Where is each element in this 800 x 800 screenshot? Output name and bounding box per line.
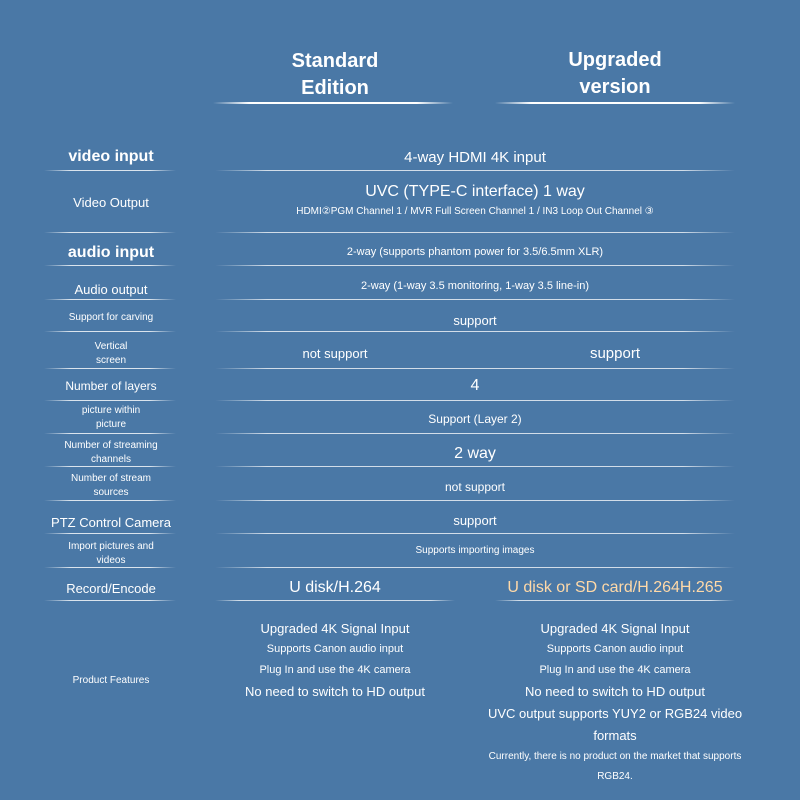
value-video-input: 4-way HDMI 4K input	[404, 149, 546, 166]
label-ptz: PTZ Control Camera	[51, 515, 171, 530]
value-divider	[215, 368, 735, 369]
header-upgraded-underline	[495, 102, 735, 104]
feature-item: Supports Canon audio input	[266, 643, 404, 655]
label-stream-sources	[40, 472, 182, 500]
value-vertical-standard: not support	[302, 346, 368, 361]
label-divider	[44, 533, 176, 534]
feature-item: No need to switch to HD output	[245, 684, 425, 699]
value-audio-output: 2-way (1-way 3.5 monitoring, 1-way 3.5 line-in)	[360, 280, 590, 292]
label-divider	[44, 331, 176, 332]
header-standard-underline	[213, 102, 453, 104]
label-divider	[44, 299, 176, 300]
label-divider	[44, 567, 176, 568]
value-import: Supports importing images	[415, 545, 535, 556]
feature-item: Supports Canon audio input	[546, 643, 684, 655]
label-streaming-channels	[40, 439, 182, 467]
label-divider	[44, 170, 176, 171]
value-video-output-sub: HDMI②PGM Channel 1 / MVR Full Screen Channel 1 / IN3 Loop Out Channel ③	[296, 206, 654, 217]
feature-item: Upgraded 4K Signal Input	[260, 621, 410, 636]
value-audio-input: 2-way (supports phantom power for 3.5/6.5mm XLR)	[346, 246, 604, 258]
value-divider	[215, 232, 735, 233]
label-video-input: video input	[68, 148, 154, 165]
value-divider	[215, 265, 735, 266]
value-layers: 4	[470, 377, 480, 394]
label-import-line1: Import pictures and	[68, 541, 154, 552]
value-divider	[215, 400, 735, 401]
value-stream-sources: not support	[444, 480, 506, 494]
label-record-encode: Record/Encode	[66, 581, 156, 596]
label-vertical-screen-line2: screen	[95, 355, 126, 366]
label-import	[40, 540, 182, 568]
feature-item: Upgraded 4K Signal Input	[540, 621, 690, 636]
value-divider	[215, 433, 735, 434]
header-upgraded	[495, 47, 735, 101]
value-divider	[215, 567, 735, 568]
header-standard-line2: Edition	[301, 77, 369, 99]
label-audio-output: Audio output	[74, 282, 148, 297]
value-divider	[215, 533, 735, 534]
value-video-output-main: UVC (TYPE-C interface) 1 way	[365, 183, 585, 200]
label-audio-input: audio input	[67, 244, 155, 261]
label-stream-sources-line2: sources	[93, 487, 129, 498]
label-streaming-channels-line1: Number of streaming	[64, 440, 158, 451]
feature-item: Currently, there is no product on the market that supports RGB24.	[488, 751, 742, 782]
header-standard	[215, 48, 455, 102]
label-carving: Support for carving	[68, 312, 154, 323]
label-divider	[44, 232, 176, 233]
value-carving: support	[453, 313, 497, 328]
label-pip-line2: picture	[95, 419, 126, 430]
value-record-standard: U disk/H.264	[289, 579, 381, 596]
value-pip: Support (Layer 2)	[428, 412, 522, 426]
label-divider	[44, 600, 176, 601]
label-pip	[40, 404, 182, 432]
value-divider	[215, 466, 735, 467]
label-product-features: Product Features	[72, 675, 150, 686]
label-divider	[44, 265, 176, 266]
value-ptz: support	[453, 513, 497, 528]
label-divider	[44, 433, 176, 434]
feature-item: UVC output supports YUY2 or RGB24 video formats	[487, 706, 743, 743]
value-divider	[215, 299, 735, 300]
value-streaming-channels: 2 way	[454, 445, 496, 462]
label-video-output: Video Output	[73, 195, 149, 210]
label-divider	[44, 466, 176, 467]
label-import-line2: videos	[96, 555, 126, 566]
label-divider	[44, 500, 176, 501]
feature-item: Plug In and use the 4K camera	[539, 664, 691, 676]
value-divider	[215, 600, 455, 601]
feature-item: No need to switch to HD output	[525, 684, 705, 699]
feature-item: Plug In and use the 4K camera	[259, 664, 411, 676]
value-divider	[215, 331, 735, 332]
header-upgraded-line2: version	[579, 76, 651, 98]
label-streaming-channels-line2: channels	[90, 454, 132, 465]
label-pip-line1: picture within	[81, 405, 141, 416]
label-divider	[44, 368, 176, 369]
label-vertical-screen-line1: Vertical	[94, 341, 128, 352]
header-upgraded-line1: Upgraded	[568, 49, 662, 71]
value-divider	[215, 500, 735, 501]
value-divider	[215, 170, 735, 171]
value-record-upgraded: U disk or SD card/H.264H.265	[507, 579, 723, 596]
label-vertical-screen	[40, 340, 182, 368]
label-layers: Number of layers	[65, 379, 157, 393]
features-standard	[215, 619, 455, 703]
header-standard-line1: Standard	[291, 50, 379, 72]
features-upgraded	[470, 619, 760, 787]
label-stream-sources-line1: Number of stream	[70, 473, 152, 484]
value-divider	[495, 600, 735, 601]
value-vertical-upgraded: support	[589, 345, 641, 362]
label-divider	[44, 400, 176, 401]
